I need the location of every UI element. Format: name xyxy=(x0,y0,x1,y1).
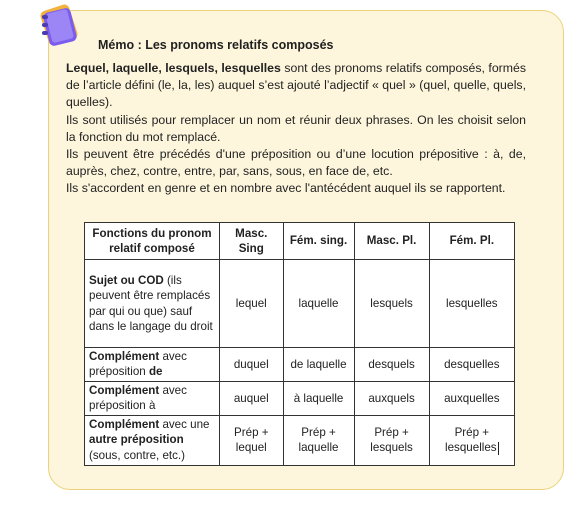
cell-masc-pl: auxquels xyxy=(354,381,429,415)
cell-fem-sing: Prép + laquelle xyxy=(283,415,354,465)
cell-masc-sing: auquel xyxy=(220,381,284,415)
cell-masc-pl: desquels xyxy=(354,348,429,382)
table-row xyxy=(85,415,515,465)
table-header-row xyxy=(85,223,515,260)
function-cell: Complément avec préposition de xyxy=(85,348,220,382)
cell-fem-sing: laquelle xyxy=(283,260,354,348)
header-fem-pl: Fém. Pl. xyxy=(429,223,514,260)
function-cell: Complément avec préposition à xyxy=(85,381,220,415)
header-fem-sing: Fém. sing. xyxy=(283,223,354,260)
cell-fem-pl: Prép + lesquelles xyxy=(429,415,514,465)
table-row xyxy=(85,260,515,348)
cell-masc-sing: lequel xyxy=(220,260,284,348)
memo-body xyxy=(66,60,526,198)
cell-masc-sing: Prép + lequel xyxy=(220,415,284,465)
pronoun-table xyxy=(84,222,515,466)
cell-masc-sing: duquel xyxy=(220,348,284,382)
table-row xyxy=(85,381,515,415)
paragraph-usage: Ils sont utilisés pour remplacer un nom et réunir deux phrases. On les choisit selon la fonction du mot remplacé. xyxy=(66,112,526,144)
paragraph-definition xyxy=(66,60,526,112)
cell-fem-sing: à laquelle xyxy=(283,381,354,415)
header-masc-sing: Masc. Sing xyxy=(220,223,284,260)
notebook-icon xyxy=(38,3,80,49)
cell-fem-pl: auxquelles xyxy=(429,381,514,415)
definition-text: sont des pronoms relatifs composés, formés de l’article défini (le, la, les) auquel s’est ajouté l’adjectif « quel » (quel, quelle, quels, quelles). xyxy=(66,61,526,110)
function-cell: Sujet ou COD (ils peuvent être remplacés par qui ou que) sauf dans le langage du droit xyxy=(85,260,220,348)
cell-fem-pl: lesquelles xyxy=(429,260,514,348)
cell-masc-pl: Prép + lesquels xyxy=(354,415,429,465)
paragraph-prepositions: Ils peuvent être précédés d'une préposition ou d’une locution prépositive : à, de, auprès, chez, contre, entre, par, sans, sous, en face de, etc. xyxy=(66,147,526,179)
text-caret xyxy=(498,442,499,455)
cell-fem-pl: desquelles xyxy=(429,348,514,382)
pronoun-list: Lequel, laquelle, lesquels, lesquelles xyxy=(66,61,281,75)
function-cell: Complément avec une autre préposition (sous, contre, etc.) xyxy=(85,415,220,465)
memo-title: Mémo : Les pronoms relatifs composés xyxy=(98,38,334,52)
header-masc-pl: Masc. Pl. xyxy=(354,223,429,260)
table-row xyxy=(85,348,515,382)
cell-masc-pl: lesquels xyxy=(354,260,429,348)
header-function: Fonctions du pronom relatif composé xyxy=(85,223,220,260)
cell-fem-sing: de laquelle xyxy=(283,348,354,382)
paragraph-agreement: Ils s'accordent en genre et en nombre avec l'antécédent auquel ils se rapportent. xyxy=(66,181,506,196)
